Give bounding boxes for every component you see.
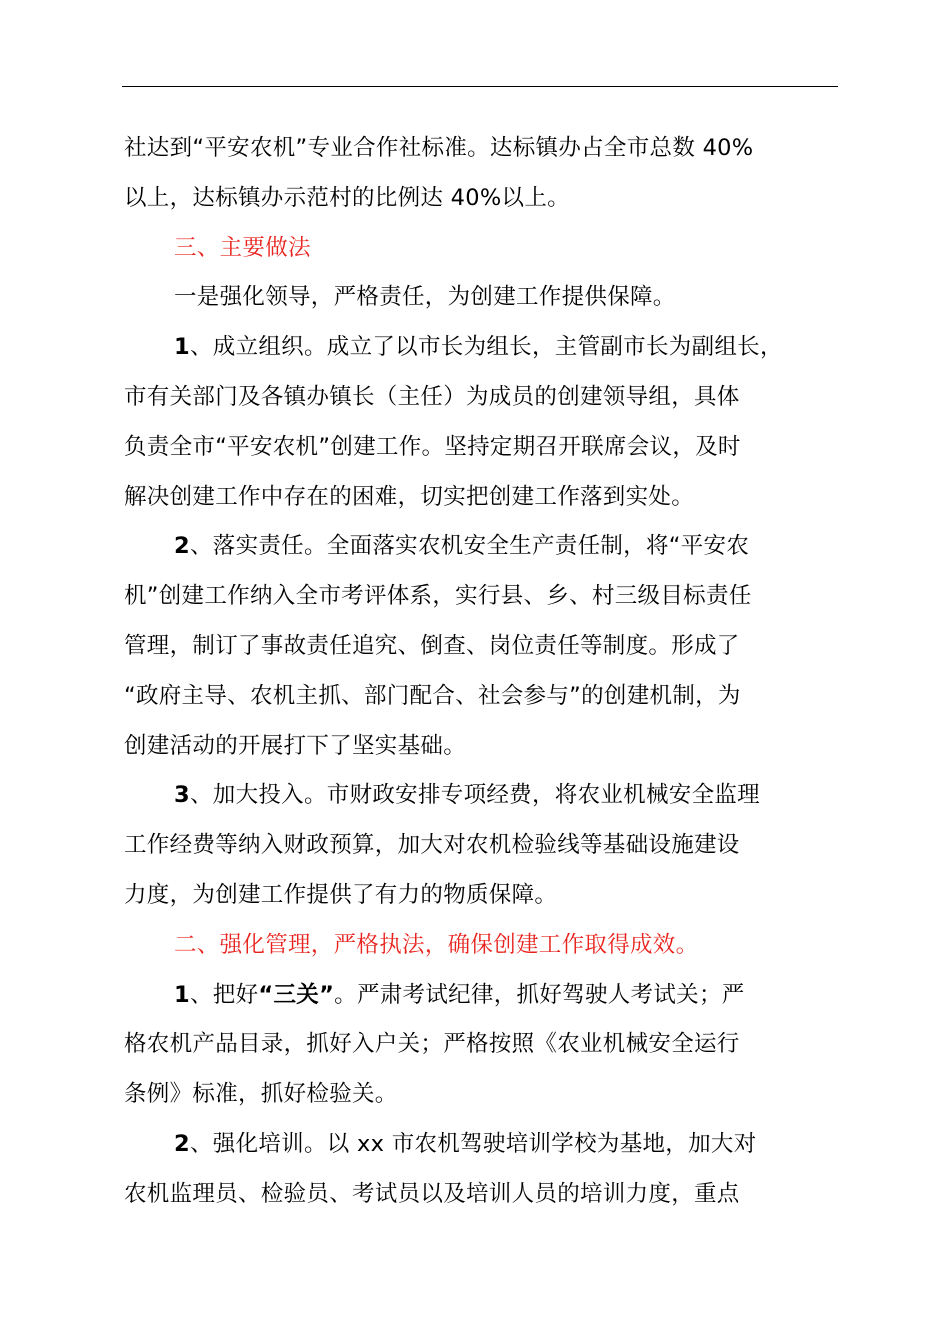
subheading-leadership: 一是强化领导，严格责任，为创建工作提供保障。	[174, 284, 676, 311]
item-text: 。严肃考试纪律，抓好驾驶人考试关；严	[334, 981, 745, 1008]
paragraph-line: “政府主导、农机主抓、部门配合、社会参与”的创建机制，为	[124, 682, 741, 709]
paragraph-line	[124, 771, 840, 821]
paragraph-line: 负责全市“平安农机”创建工作。坚持定期召开联席会议，及时	[124, 433, 741, 460]
paragraph-line	[124, 323, 840, 373]
paragraph-line: 工作经费等纳入财政预算，加大对农机检验线等基础设施建设	[124, 832, 740, 859]
paragraph-line: 格农机产品目录，抓好入户关；严格按照《农业机械安全运行	[124, 1031, 740, 1058]
paragraph-line: 市有关部门及各镇办镇长（主任）为成员的创建领导组，具体	[124, 383, 740, 410]
document-body	[124, 124, 840, 1220]
item-text: 、加大投入。市财政安排专项经费，将农业机械安全监理	[189, 782, 760, 809]
item-number: 2	[174, 1130, 190, 1157]
paragraph-line: 创建活动的开展打下了坚实基础。	[124, 732, 467, 759]
item-text: 、成立组织。成立了以市长为组长，主管副市长为副组长，	[189, 334, 783, 361]
paragraph-line: 管理，制订了事故责任追究、倒查、岗位责任等制度。形成了	[124, 632, 740, 659]
section-heading-main-practices: 三、主要做法	[174, 234, 311, 261]
item-number: 3	[174, 782, 190, 809]
paragraph-line: 农机监理员、检验员、考试员以及培训人员的培训力度，重点	[124, 1180, 740, 1207]
section-heading-management: 二、强化管理，严格执法，确保创建工作取得成效。	[174, 931, 699, 958]
item-number: 1	[174, 334, 190, 361]
item-text: 、强化培训。以 xx 市农机驾驶培训学校为基地，加大对	[189, 1130, 757, 1157]
item-text-bold: “三关”	[258, 981, 335, 1008]
paragraph-line	[124, 971, 840, 1021]
paragraph-line: 解决创建工作中存在的困难，切实把创建工作落到实处。	[124, 483, 695, 510]
paragraph-line: 以上，达标镇办示范村的比例达 40%以上。	[124, 184, 570, 211]
item-number: 2	[174, 533, 190, 560]
item-number: 1	[174, 981, 190, 1008]
header-rule	[122, 86, 838, 87]
paragraph-line: 机”创建工作纳入全市考评体系，实行县、乡、村三级目标责任	[124, 583, 752, 610]
paragraph-line: 社达到“平安农机”专业合作社标准。达标镇办占全市总数 40%	[124, 135, 754, 161]
item-text: 、落实责任。全面落实农机安全生产责任制，将“平安农	[189, 533, 750, 560]
paragraph-line: 条例》标准，抓好检验关。	[124, 1081, 398, 1108]
item-text: 、把好	[189, 981, 259, 1008]
paragraph-line	[124, 522, 840, 572]
paragraph-line	[124, 1120, 840, 1170]
paragraph-line: 力度，为创建工作提供了有力的物质保障。	[124, 881, 558, 908]
